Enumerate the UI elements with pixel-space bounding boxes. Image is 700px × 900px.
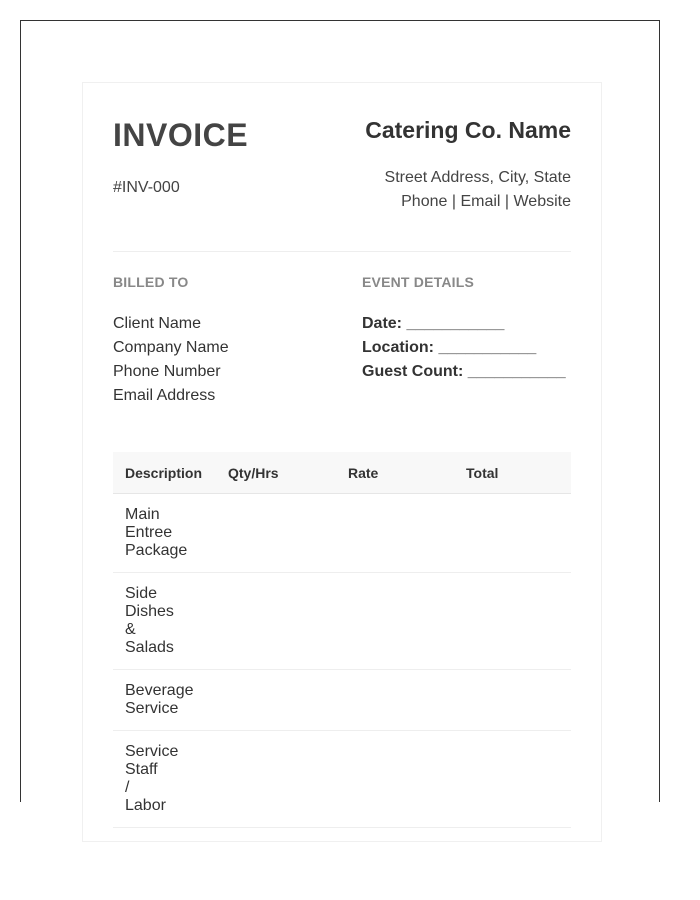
row-qty: [216, 670, 336, 731]
document-viewport: [20, 20, 660, 814]
email-address: Email Address: [113, 387, 216, 404]
row-qty: [216, 731, 336, 828]
column-header-total: Total: [454, 452, 571, 494]
invoice-header: [113, 83, 571, 252]
billed-to-block: [113, 274, 229, 408]
column-header-description: Description: [113, 452, 216, 494]
company-contact: Phone | Email | Website: [401, 193, 571, 210]
billed-to-label: BILLED TO: [113, 274, 189, 290]
invoice-title: INVOICE: [113, 117, 249, 153]
table-row: [113, 573, 571, 670]
company-name: Catering Co. Name: [365, 117, 571, 143]
row-rate: [336, 494, 454, 573]
event-date: Date: ___________: [362, 315, 505, 332]
company-block: [365, 117, 571, 214]
event-location: Location: ___________: [362, 339, 537, 356]
invoice-number: #INV-000: [113, 179, 180, 196]
table-header-row: [113, 452, 571, 494]
row-total: [454, 731, 571, 828]
company-address: Street Address, City, State: [384, 169, 571, 186]
event-details-block: [362, 274, 566, 384]
row-qty: [216, 573, 336, 670]
invoice-card: [82, 82, 602, 842]
row-qty: [216, 494, 336, 573]
items-table: [113, 452, 571, 828]
guest-count: Guest Count: ___________: [362, 363, 566, 380]
row-rate: [336, 573, 454, 670]
phone-number: Phone Number: [113, 363, 221, 380]
info-section: [113, 252, 571, 452]
table-row: [113, 731, 571, 828]
row-description: Beverage Service: [113, 670, 216, 731]
invoice-content: [113, 83, 571, 828]
event-details-label: EVENT DETAILS: [362, 274, 475, 290]
table-row: [113, 494, 571, 573]
row-description: Side Dishes & Salads: [113, 573, 216, 670]
company-name-field: Company Name: [113, 339, 229, 356]
table-row: [113, 670, 571, 731]
row-total: [454, 573, 571, 670]
row-total: [454, 670, 571, 731]
column-header-rate: Rate: [336, 452, 454, 494]
row-description: Main Entree Package: [113, 494, 216, 573]
row-rate: [336, 731, 454, 828]
row-total: [454, 494, 571, 573]
row-rate: [336, 670, 454, 731]
column-header-qty: Qty/Hrs: [216, 452, 336, 494]
row-description: Service Staff / Labor: [113, 731, 216, 828]
client-name: Client Name: [113, 315, 202, 332]
